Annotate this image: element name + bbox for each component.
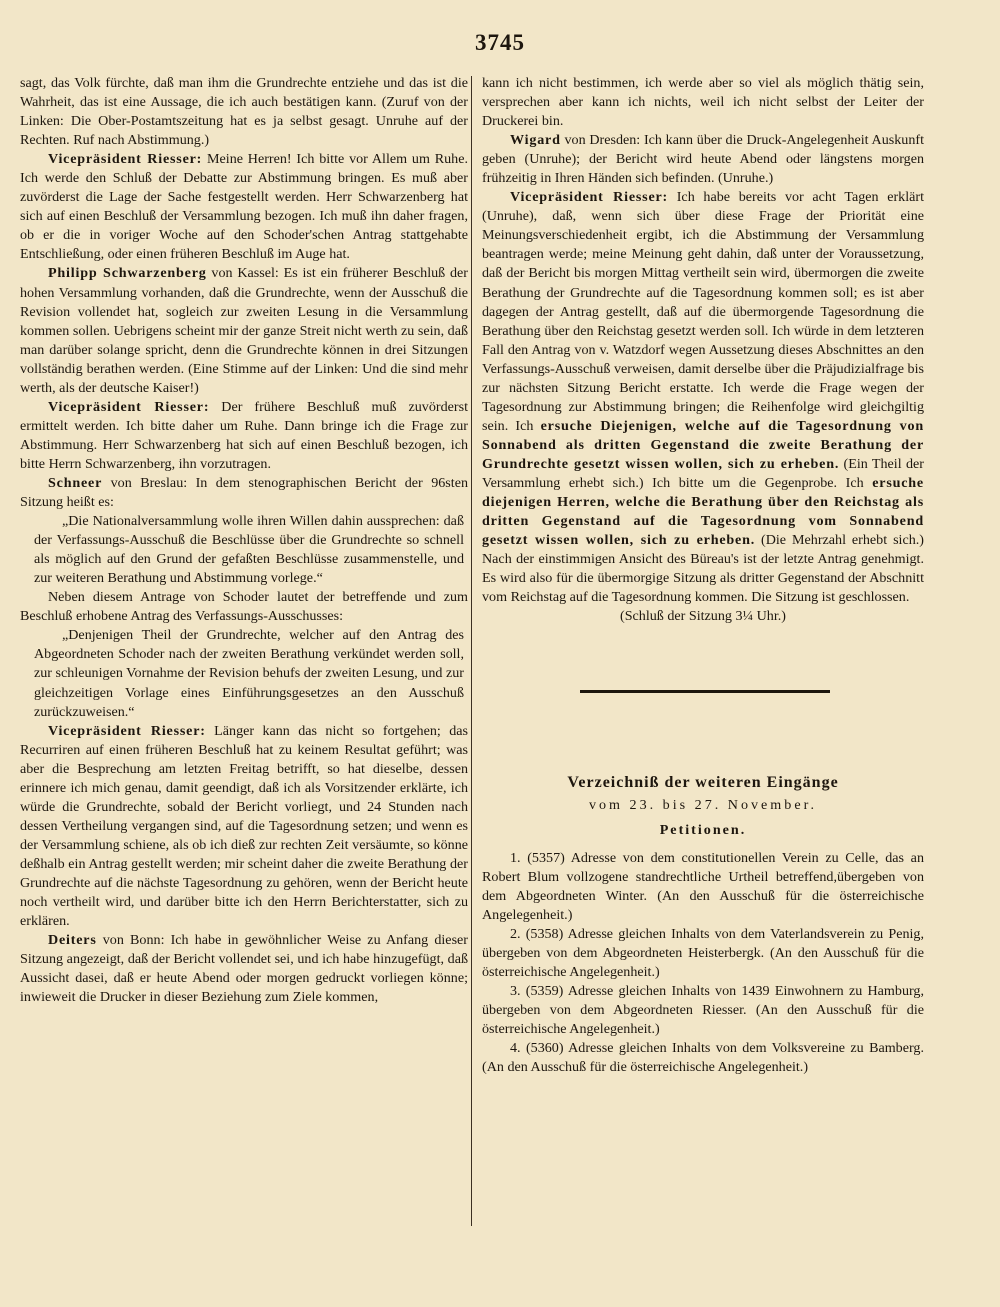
date-range: vom 23. bis 27. November.: [588, 797, 818, 814]
petition-entry: 2. (5358) Adresse gleichen Inhalts von dem Vaterlandsverein zu Penig, übergeben von dem Abgeordneten Heisterbergk. (An den Ausschuß für die österreichische Angelegenheit.): [482, 925, 924, 980]
petition-entry: 1. (5357) Adresse von dem constitutionellen Verein zu Celle, das an Robert Blum vollzogene standrechtliche Urtheil betreffend,übergeben von dem Abgeordneten Winter. (An den Ausschuß für die österreichische Angelegenheit.): [482, 849, 924, 923]
spaced-resolution-text: ersuche diejenigen Herren, welche die Berathung über den Reichstag als dritten Gegenstand auf die Tagesordnung vom Sonnabend gesetzt wissen wollen, sich zu erheben.: [482, 474, 924, 549]
petitions-heading: Petitionen.: [659, 822, 747, 839]
spaced-resolution-text: ersuche Diejenigen, welche auf die Tagesordnung von Sonnabend als dritten Gegenstand die zweite Berathung der Grundrechte gesetzt wissen wollen, sich zu erheben.: [482, 417, 924, 472]
section-heading: Verzeichniß der weiteren Eingänge: [567, 774, 839, 792]
right-paragraph-1: kann ich nicht bestimmen, ich werde aber so viel als möglich thätig sein, versprechen aber kann ich nichts, weil ich nicht selbst der Leiter der Druckerei bin.: [482, 75, 924, 130]
left-paragraph-1: sagt, das Volk fürchte, daß man ihm die Grundrechte entziehe und das ist die Wahrheit, das ist eine Aussage, die ich auch bestätigen kann. (Zuruf von der Linken: Die Ober-Postamtszeitung hat es ja selbst gesagt. Unruhe auf der Rechten. Ruf nach Abstimmung.): [20, 75, 468, 149]
speech-text: von Kassel: Es ist ein früherer Beschluß der hohen Versammlung vorhanden, daß die Grundrechte, wenn der Ausschuß die Revision vollendet hat, sogleich zur zweiten Lesung in die Versammlung kommen sollen. Uebrigens scheint mir der ganze Streit nicht werth zu sein, daß man darüber solange spricht, denn die Grundrechte können in drei Sitzungen vollständig berathen werden. (Eine Stimme auf der Linken: Und die sind mehr werth, als der deutsche Kaiser!): [20, 265, 468, 396]
quotation-2: „Denjenigen Theil der Grundrechte, welcher auf den Antrag des Abgeordneten Schoder nach der zweiten Berathung verkündet werden soll, zur schleunigen Vornahme der Revision behufs der zweiten Lesung, und zur gleichzeitigen Vorlage eines Einführungsgesetzes an den Ausschuß zurückzuweisen.“: [34, 627, 464, 720]
speaker-name: Vicepräsident Riesser:: [48, 398, 210, 415]
right-column: [482, 74, 924, 1214]
left-paragraph-5: [20, 474, 468, 512]
speech-text: (Ein Theil der Versammlung erhebt sich.) Ich bitte um die Gegenprobe. Ich: [482, 455, 924, 491]
left-paragraph-3: [20, 264, 468, 397]
left-paragraph-7: [20, 722, 468, 932]
right-paragraph-3: [482, 188, 924, 607]
speech-text: Meine Herren! Ich bitte vor Allem um Ruhe. Ich werde den Schluß der Debatte zur Abstimmung bringen. Es muß aber zuvörderst die Lage der Sache festgestellt werden. Herr Schwarzenberg hat sich auf einen Beschluß der Versammlung bezogen. Ich muß ihn daher fragen, ob er die in voriger Woche auf den Schoder'schen Antrag stattgehabte Entschließung, oder einen früheren Beschluß im Auge hat.: [20, 151, 468, 263]
left-paragraph-6: Neben diesem Antrage von Schoder lautet der betreffende und zum Beschluß erhobene Antrag des Verfassungs-Ausschusses:: [20, 589, 468, 625]
speech-text: von Breslau: In dem stenographischen Bericht der 96sten Sitzung heißt es:: [20, 474, 468, 511]
speaker-name: Vicepräsident Riesser:: [510, 189, 669, 206]
left-paragraph-2: [20, 150, 468, 264]
left-paragraph-4: [20, 398, 468, 474]
speaker-name: Schneer: [48, 474, 103, 491]
speech-text: Ich habe bereits vor acht Tagen erklärt (Unruhe), daß, wenn sich über diese Frage der Priorität eine Meinungsverschiedenheit ergibt, ich die Abstimmung der Versammlung beantragen werde; meine Meinung geht dahin, daß unter der Voraussetzung, daß der Bericht bis morgen Mittag vertheilt sein wird, übermorgen die zweite Berathung der Grundrechte auf die Tagesordnung kommen soll; es ist aber dagegen der Antrag gestellt, daß auf die übermorgende Tagesordnung die Berathung über den Reichstag gesetzt werden soll. Ich würde in dem letzteren Fall den Antrag von v. Watzdorf wegen Aussetzung dieses Abschnittes an den Verfassungs-Ausschuß verweisen, damit derselbe über die Präjudizialfrage bis zur nächsten Sitzung Bericht erstatte. Ich werde die Frage wegen der Tagesordnung zur Abstimmung bringen; die Reihenfolge wird gleichgiltig sein. Ich: [482, 189, 924, 434]
page-number: 3745: [475, 30, 525, 55]
right-paragraph-2: [482, 131, 924, 188]
petition-entry: 4. (5360) Adresse gleichen Inhalts von dem Volksvereine zu Bamberg. (An den Ausschuß für die österreichische Angelegenheit.): [482, 1039, 924, 1076]
left-column: [20, 74, 468, 1274]
session-closing: (Schluß der Sitzung 3¼ Uhr.): [620, 608, 786, 625]
speech-text: (Die Mehrzahl erhebt sich.) Nach der einstimmigen Ansicht des Büreau's ist der letzte Antrag genehmigt. Es wird also für die übermorgige Sitzung als dritter Gegenstand der Abschnitt vom Reichstag auf die Tagesordnung kommen. Die Sitzung ist geschlossen.: [482, 532, 924, 606]
speaker-name: Vicepräsident Riesser:: [48, 722, 206, 739]
speech-text: von Bonn: Ich habe in gewöhnlicher Weise zu Anfang dieser Sitzung angezeigt, daß der Bericht vollendet sei, und ich habe hinzugefügt, daß Aussicht dasei, daß er heute Abend oder morgen gedruckt vorliegen könne; inwieweit die Drucker in dieser Beziehung zum Ziele kommen,: [20, 932, 468, 1006]
column-divider: [471, 76, 472, 1226]
speech-text: von Dresden: Ich kann über die Druck-Angelegenheit Auskunft geben (Unruhe); der Bericht wird heute Abend oder längstens morgen frühzeitig in Ihren Händen sich befinden. (Unruhe.): [482, 132, 924, 187]
speaker-name: Wigard: [510, 132, 561, 149]
left-paragraph-8: [20, 931, 468, 1007]
speaker-name: Deiters: [48, 932, 97, 949]
speech-text: Der frühere Beschluß muß zuvörderst ermittelt werden. Ich bitte daher um Ruhe. Dann bringe ich die Frage zur Abstimmung. Herr Schwarzenberg hat sich auf einen Beschluß bezogen, ich bitte Herrn Schwarzenberg, ihn vorzutragen.: [20, 398, 468, 472]
petition-entry: 3. (5359) Adresse gleichen Inhalts von 1439 Einwohnern zu Hamburg, übergeben von dem Abgeordneten Riesser. (An den Ausschuß für die österreichische Angelegenheit.): [482, 982, 924, 1037]
speech-text: Länger kann das nicht so fortgehen; das Recurriren auf einen früheren Beschluß hat zu keinem Resultat geführt; was aber die Besprechung am letzten Freitag betrifft, so hat dieselbe, dessen erinnere ich mich genau, damit geendigt, daß ich als Vorsitzender erklärte, ich würde die Grundrechte, sobald der Bericht vorliegt, und 24 Stunden nach dessen Vertheilung vergangen sind, auf die Tagesordnung setzen; und wenn es der Versammlung schiene, als ob ich dieß zur rechten Zeit versäumte, so könne deßhalb ein Antrag gestellt werden; mir scheint daher die zweite Berathung der Grundrechte auf die nächste Tagesordnung zu gehören, wenn der Bericht heute noch vertheilt wird, und darüber bitte ich den Herrn Berichterstatter, sich zu erklären.: [20, 722, 468, 930]
speaker-name: Vicepräsident Riesser:: [48, 151, 203, 168]
quotation-1: „Die Nationalversammlung wolle ihren Willen dahin aussprechen: daß der Verfassungs-Ausschuß die Beschlüsse über die Grundrechte so schnell als möglich auf den Grund der gefaßten Beschlüsse zusammenstelle, und zur weiteren Berathung und Abstimmung vorlege.“: [34, 513, 464, 587]
speaker-name: Philipp Schwarzenberg: [48, 265, 207, 282]
section-rule: [580, 690, 830, 693]
